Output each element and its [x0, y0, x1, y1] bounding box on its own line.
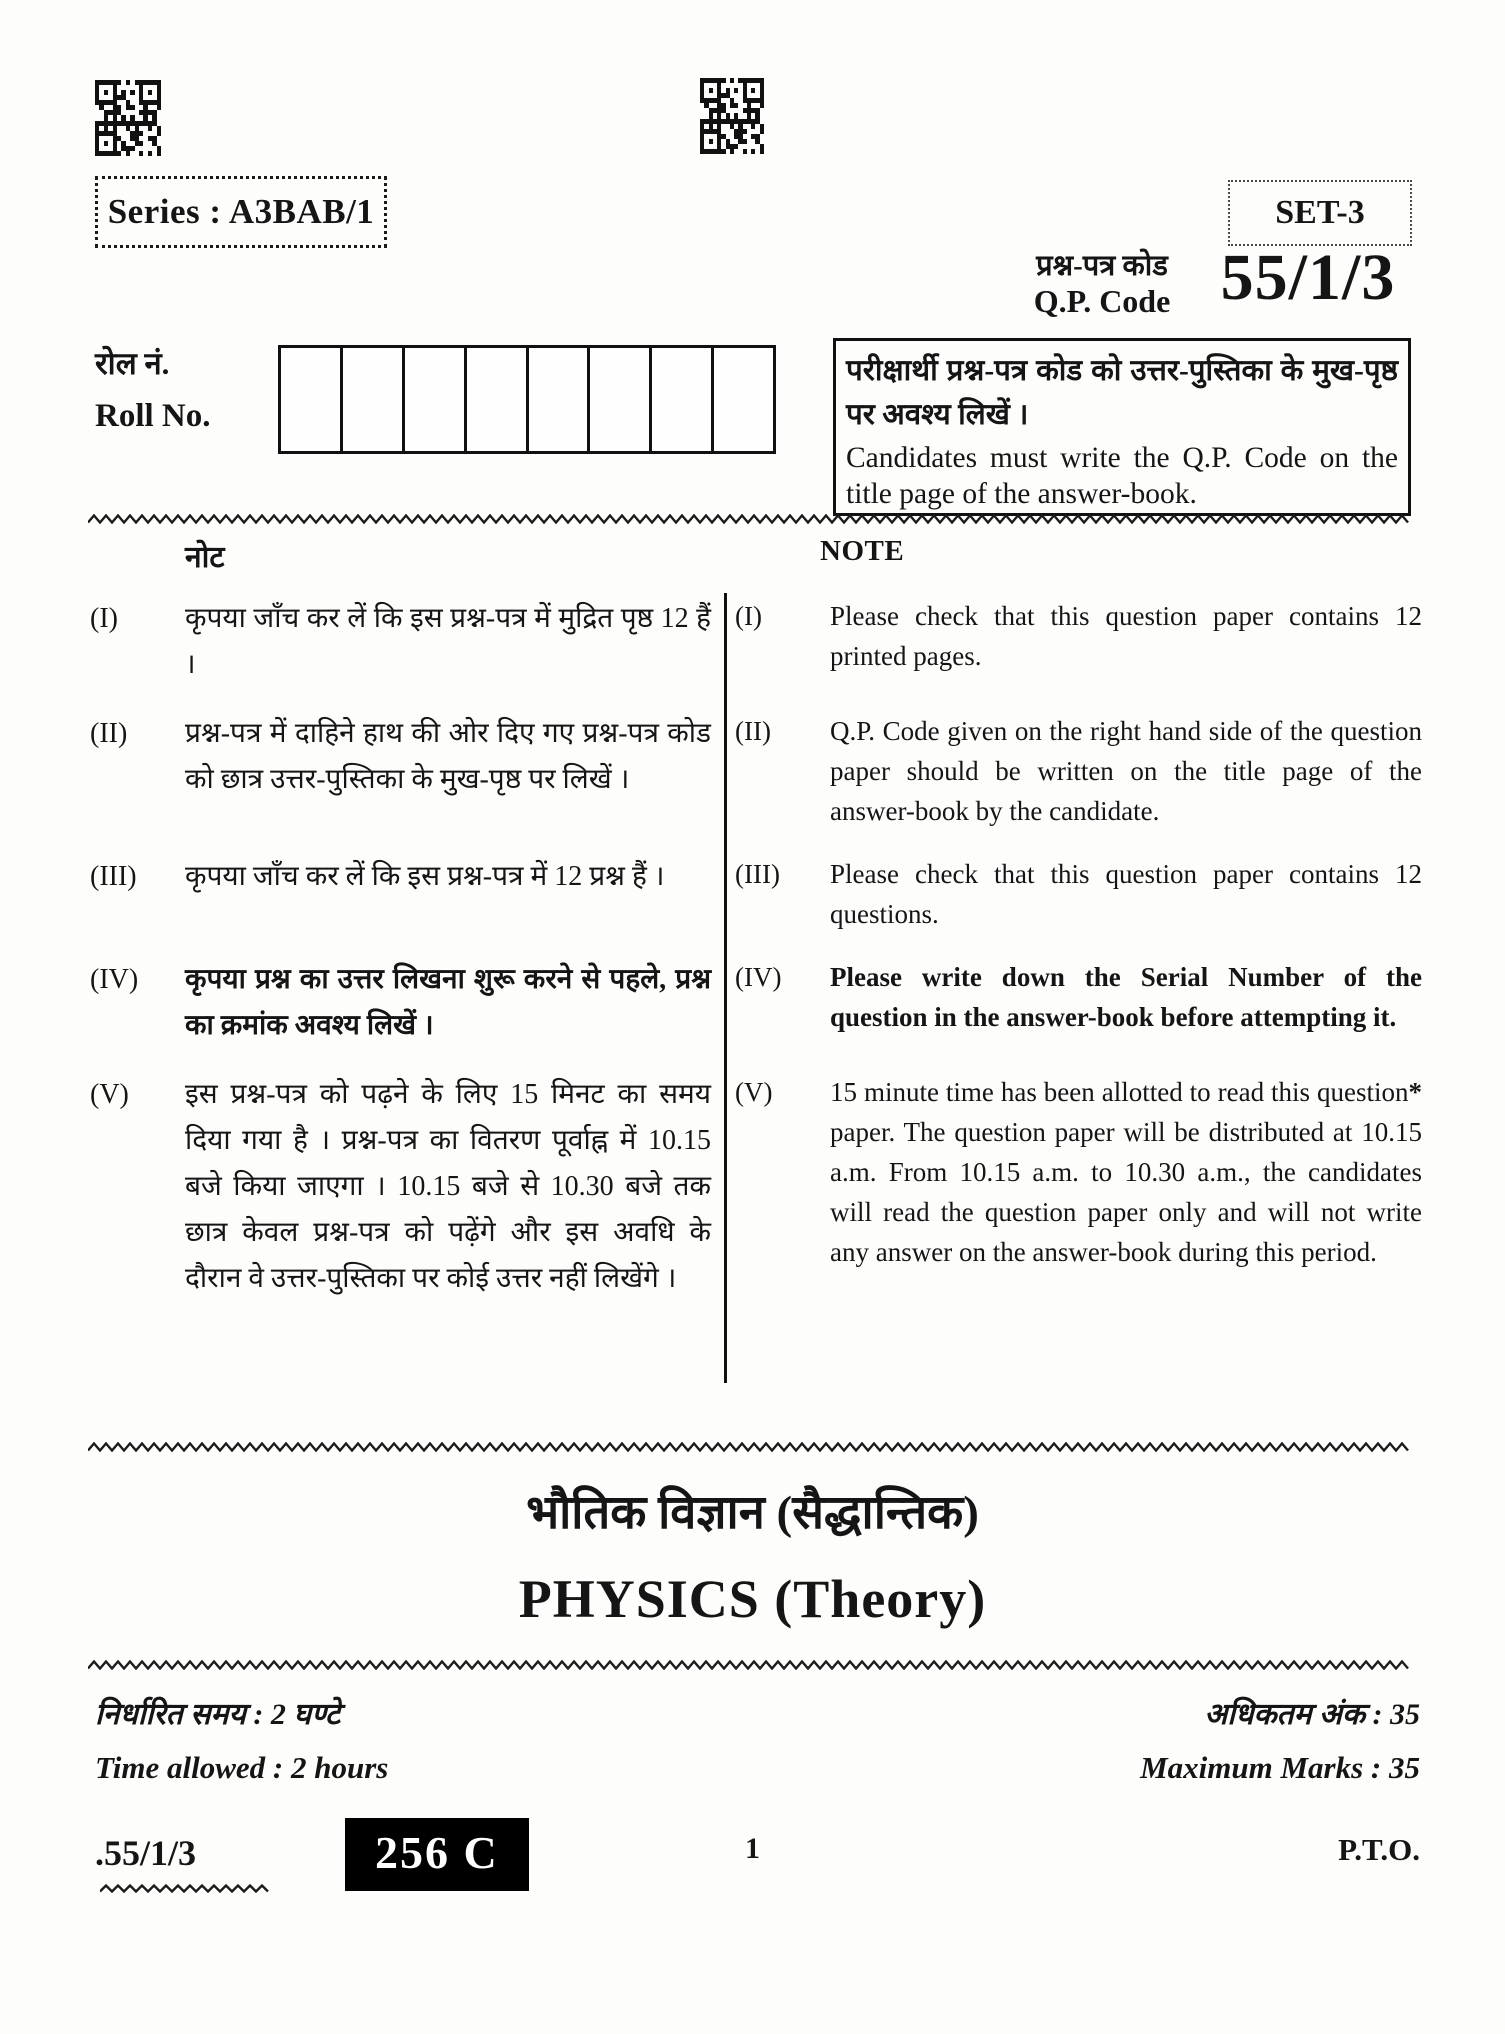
column-divider-line	[724, 593, 727, 1383]
page-number: 1	[745, 1832, 760, 1865]
note-text-english: Please check that this question paper contains 12 questions.	[830, 859, 1422, 929]
note-number: (I)	[735, 601, 762, 631]
note-text-english-body: 15 minute time has been allotted to read this question paper. The question paper will be distributed at 10.15 a.m. From 10.15 a.m. to 10.30 a.m., the candidates will read the question paper only and will not write any answer on the answer-book during this period.	[830, 1077, 1422, 1267]
note-row-2	[90, 711, 1422, 831]
note-text-hindi: कृपया जाँच कर लें कि इस प्रश्न-पत्र में मुद्रित पृष्ठ 12 हैं ।	[185, 603, 711, 680]
roll-cell	[590, 348, 652, 451]
qp-code-label	[1012, 250, 1192, 320]
candidate-instruction-english: Candidates must write the Q.P. Code on the title page of the answer-book.	[846, 441, 1398, 511]
note-text-english: Please check that this question paper contains 12 printed pages.	[830, 601, 1422, 671]
note-number: (II)	[90, 718, 128, 749]
roll-cell	[343, 348, 405, 451]
pto-label: P.T.O.	[1338, 1832, 1420, 1867]
paper-title-hindi: भौतिक विज्ञान (सैद्धान्तिक)	[526, 1487, 979, 1539]
max-marks-english: Maximum Marks : 35	[1140, 1750, 1420, 1785]
time-allowed-hindi: निर्धारित समय : 2 घण्टे	[95, 1698, 341, 1731]
note-row-3	[90, 854, 1422, 934]
zigzag-divider	[88, 514, 1420, 524]
qr-code-icon	[700, 78, 764, 154]
note-text-english	[830, 1072, 1422, 1272]
paper-title-english: PHYSICS (Theory)	[518, 1569, 987, 1629]
print-code-badge: 256 C	[345, 1818, 529, 1891]
notes-header-english: NOTE	[820, 535, 905, 567]
max-marks-hindi: अधिकतम अंक : 35	[1204, 1698, 1420, 1731]
note-row-1	[90, 596, 1422, 688]
roll-cell	[529, 348, 591, 451]
roll-number-boxes	[278, 345, 776, 454]
roll-cell	[467, 348, 529, 451]
set-box	[1228, 180, 1412, 246]
meta-row-hindi	[95, 1692, 1420, 1733]
note-number: (V)	[735, 1077, 773, 1107]
notes-section	[90, 535, 1422, 1440]
series-label: Series : A3BAB/1	[107, 192, 375, 231]
note-number: (IV)	[735, 962, 782, 992]
note-text-english: Please write down the Serial Number of the question in the answer-book before attempting it.	[830, 962, 1422, 1032]
note-text-hindi: इस प्रश्न-पत्र को पढ़ने के लिए 15 मिनट का समय दिया गया है । प्रश्न-पत्र का वितरण पूर्वाह्न में 10.15 बजे किया जाएगा । 10.15 बजे से 10.30 बजे तक छात्र केवल प्रश्न-पत्र को पढ़ेंगे और इस अवधि के दौरान वे उत्तर-पुस्तिका पर कोई उत्तर नहीं लिखेंगे ।	[185, 1079, 711, 1294]
note-number: (V)	[90, 1079, 129, 1110]
note-text-english: Q.P. Code given on the right hand side of the question paper should be written on the title page of the answer-book by the candidate.	[830, 716, 1422, 826]
note-number: (II)	[735, 716, 771, 746]
note-number: (IV)	[90, 964, 139, 995]
note-number: (III)	[90, 861, 137, 892]
note-number: (I)	[90, 603, 118, 634]
qr-code-icon	[95, 80, 161, 156]
note-text-hindi: प्रश्न-पत्र में दाहिने हाथ की ओर दिए गए प्रश्न-पत्र कोड को छात्र उत्तर-पुस्तिका के मुख-पृष्ठ पर लिखें ।	[185, 718, 711, 795]
roll-cell	[714, 348, 773, 451]
set-label: SET-3	[1275, 194, 1365, 231]
time-allowed-english: Time allowed : 2 hours	[95, 1750, 389, 1785]
note-row-5	[90, 1072, 1422, 1302]
note-row-4	[90, 957, 1422, 1049]
qp-code-label-english: Q.P. Code	[1033, 283, 1171, 320]
note-number: (III)	[735, 859, 780, 889]
footnote-star: *	[1408, 1077, 1422, 1107]
footer-paper-code: .55/1/3	[95, 1833, 197, 1873]
zigzag-divider	[88, 1660, 1420, 1670]
roll-cell	[652, 348, 714, 451]
notes-header-hindi: नोट	[185, 541, 225, 574]
series-box	[95, 176, 387, 248]
qp-code-label-hindi: प्रश्न-पत्र कोड	[1036, 250, 1168, 282]
roll-cell	[405, 348, 467, 451]
zigzag-underline	[100, 1884, 272, 1893]
candidate-instruction-box	[833, 338, 1411, 516]
note-text-hindi: कृपया प्रश्न का उत्तर लिखना शुरू करने से पहले, प्रश्न का क्रमांक अवश्य लिखें ।	[185, 964, 711, 1041]
roll-no-label-hindi: रोल नं.	[95, 346, 170, 381]
roll-cell	[281, 348, 343, 451]
candidate-instruction-hindi: परीक्षार्थी प्रश्न-पत्र कोड को उत्तर-पुस्तिका के मुख-पृष्ठ पर अवश्य लिखें ।	[846, 355, 1398, 432]
zigzag-divider	[88, 1442, 1420, 1452]
roll-no-label-english: Roll No.	[95, 398, 211, 434]
qp-code-value: 55/1/3	[1220, 241, 1396, 314]
meta-row-english	[95, 1750, 1420, 1786]
note-text-hindi: कृपया जाँच कर लें कि इस प्रश्न-पत्र में 12 प्रश्न हैं ।	[185, 861, 665, 892]
